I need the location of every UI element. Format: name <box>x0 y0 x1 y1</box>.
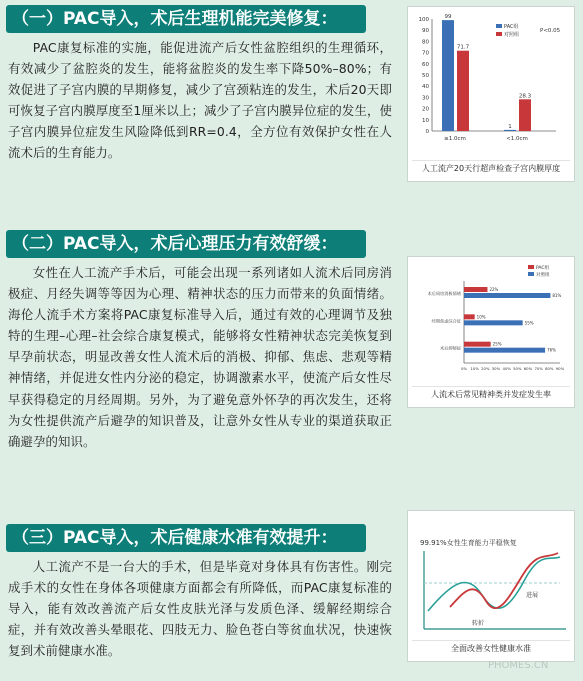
chart1-legend-label: PAC组 <box>504 24 519 30</box>
chart1-category-label: <1.0cm <box>506 136 528 142</box>
chart1-bar-value-label: 99 <box>444 14 452 21</box>
section-3-text: 人工流产不是一台大的手术，但是毕竟对身体具有伤害性。刚完成手术的女性在身体各项健康方面都会有所降低，而PAC康复标准的导入，能有效改善流产后女性皮肤光泽与发质色泽、缓解经期综合症，并有效改善头晕眼花、四肢无力、脸色苍白等贫血状况，快速恢复到术前健康水准。 <box>8 559 392 659</box>
chart1-bar-value-label: 28.3 <box>518 93 532 100</box>
chart1-bar <box>457 51 469 131</box>
chart2-x-tick-label: 70% <box>534 366 543 371</box>
chart2-bar <box>464 293 550 298</box>
chart1-y-tick-label: 100 <box>418 17 429 23</box>
chart-caption-endometrium: 人工流产20天行超声检查子宫内膜厚度 <box>412 160 570 177</box>
chart1-legend-swatch <box>496 32 502 36</box>
section-1-text: PAC康复标准的实施，能促进流产后女性盆腔组织的生理循环，有效减少了盆腔炎的发生，能将盆腔炎的发生率下降50%–80%；有效促进了子宫内膜的早期修复，减少了宫颈粘连的发生，术后20天即可恢复子宫内膜厚度至1厘米以上；减少了子宫内膜异位症的发生，使子宫内膜异位症发生风险降低到RR=0.4，全方位有效保护女性在人流术后的生育能力。 <box>8 40 392 161</box>
mental-complication-bar-chart <box>408 257 574 385</box>
health-label-rise: 进展 <box>526 592 539 599</box>
chart2-bar <box>464 287 487 292</box>
chart1-legend-swatch <box>496 24 502 28</box>
chart2-bar-value-label: 55% <box>524 320 534 326</box>
chart-panel-endometrium <box>407 6 575 182</box>
chart-panel-health <box>407 510 575 662</box>
chart1-y-tick-label: 70 <box>422 50 429 57</box>
chart2-x-tick-label: 30% <box>491 366 501 371</box>
chart2-bar-value-label: 10% <box>476 314 486 320</box>
chart2-x-tick-label: 20% <box>481 366 490 371</box>
chart2-bar <box>464 348 545 353</box>
health-curve-baseline <box>428 557 560 611</box>
section-2-heading: （二）PAC导入，术后心理压力有效舒缓： <box>6 230 366 258</box>
section-3-heading: （三）PAC导入，术后健康水准有效提升： <box>6 524 366 552</box>
chart1-y-tick-label: 10 <box>422 117 429 124</box>
chart2-x-tick-label: 40% <box>502 366 511 371</box>
health-label-turn: 转折 <box>472 620 485 627</box>
chart-caption-mental: 人流术后常见精神类并发症发生率 <box>412 386 570 403</box>
chart1-bar <box>519 99 531 131</box>
chart2-legend-swatch <box>528 272 534 276</box>
chart2-x-tick-label: 0% <box>460 366 468 371</box>
endometrium-bar-chart <box>408 7 574 157</box>
chart-caption-health: 全面改善女性健康水准 <box>412 640 570 657</box>
chart2-bar-value-label: 76% <box>547 347 556 353</box>
chart1-bar <box>504 130 516 131</box>
health-trend-illustration <box>408 511 574 641</box>
chart2-bar-value-label: 25% <box>492 341 502 347</box>
chart1-y-tick-label: 80 <box>422 39 429 46</box>
chart1-bar <box>442 20 454 131</box>
chart1-legend-label: 对照组 <box>504 32 520 38</box>
chart2-category-label: 经期焦虑综合征 <box>431 318 461 324</box>
chart1-y-tick-label: 40 <box>422 84 429 91</box>
chart2-bar <box>464 320 523 325</box>
chart1-y-tick-label: 0 <box>425 129 429 135</box>
chart-panel-mental <box>407 256 575 408</box>
chart1-y-tick-label: 20 <box>422 106 429 113</box>
chart2-bar <box>464 342 491 347</box>
health-trend-title: 99.91%女性生育能力平稳恢复 <box>420 539 517 547</box>
chart1-annotation: P<0.05 <box>540 28 561 34</box>
watermark: PHOMES.CN <box>488 660 549 671</box>
chart2-bar <box>464 314 475 319</box>
chart1-category-label: ≥1.0cm <box>444 136 466 142</box>
chart2-category-label: 术后同房消极情绪 <box>427 291 461 296</box>
chart1-bar-value-label: 1 <box>508 123 512 130</box>
section-1-heading: （一）PAC导入，术后生理机能完美修复： <box>6 5 366 33</box>
chart1-y-tick-label: 50 <box>422 73 429 79</box>
chart2-category-label: 术后抑郁症 <box>440 345 461 351</box>
chart1-bar-value-label: 71.7 <box>456 44 470 51</box>
section-2-text: 女性在人工流产手术后，可能会出现一系列诸如人流术后同房消极症、月经失调等等因为心理、精神状态的压力而带来的负面情绪。海伦人流手术方案将PAC康复标准导入后，通过有效的心理调节及独特的生理–心理–社会综合康复模式，能够将女性精神状态完美恢复到早孕前状态，明显改善女性人流术后的消极、抑郁、焦虑、悲观等精神情绪，并促进女性内分泌的稳定，协调激素水平，使流产后女性尽早获得稳定的月经周期。另外，为了避免意外怀孕的再次发生，还将为女性提供流产后避孕的知识普及，让意外女性从专业的渠道获取正确避孕的知识。 <box>8 265 392 449</box>
chart2-x-tick-label: 60% <box>523 366 533 371</box>
chart2-x-tick-label: 80% <box>545 366 554 371</box>
chart2-x-tick-label: 90% <box>555 366 565 371</box>
chart1-y-tick-label: 90 <box>422 28 429 35</box>
health-curve-improved <box>450 553 558 608</box>
chart1-y-tick-label: 60 <box>422 61 429 68</box>
chart2-x-tick-label: 50% <box>513 366 522 371</box>
chart1-y-tick-label: 30 <box>422 95 429 102</box>
chart2-bar-value-label: 22% <box>489 287 499 292</box>
chart2-legend-swatch <box>528 265 534 269</box>
chart2-bar-value-label: 81% <box>552 293 562 298</box>
chart2-x-tick-label: 10% <box>470 366 479 371</box>
chart2-legend-label: 对照组 <box>536 273 550 278</box>
chart2-legend-label: PAC组 <box>536 266 550 271</box>
